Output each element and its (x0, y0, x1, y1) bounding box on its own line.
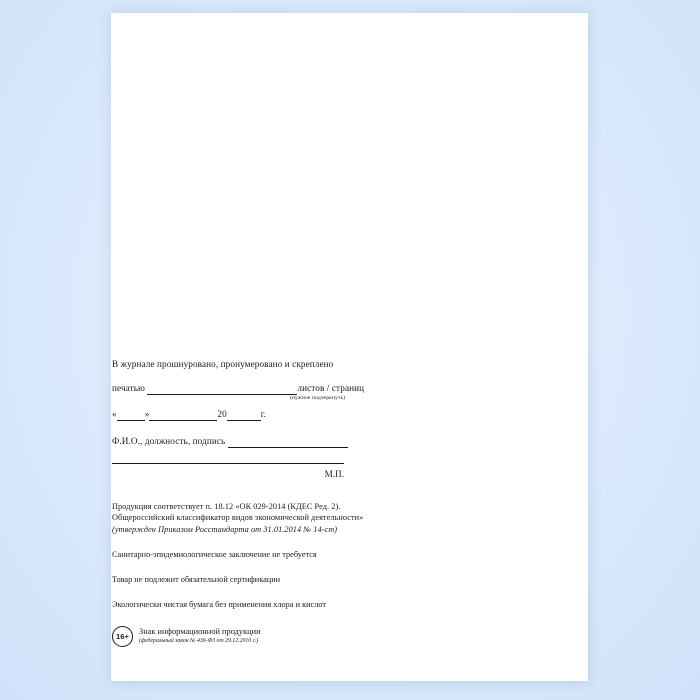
certification-line-2 (112, 382, 452, 401)
certification-line-5 (112, 451, 452, 464)
signatory-blank-2[interactable] (112, 454, 344, 464)
date-year-prefix: 20 (217, 409, 227, 419)
date-day-blank[interactable] (117, 411, 145, 421)
seal-label: печатью (112, 383, 145, 393)
age-mark-subtitle: (федеральный закон № 436-ФЗ от 29.12.2010 г.) (139, 638, 259, 645)
sanitary-note: Санитарно-эпидемиологическое заключение не требуется (112, 550, 317, 560)
sheets-label: листов / страниц (297, 383, 365, 393)
date-quote-close: » (144, 409, 150, 419)
eco-paper-note: Экологически чистая бумага без применения хлора и кислот (112, 600, 327, 610)
certification-line-1: В журнале прошнуровано, пронумеровано и скреплено (112, 359, 334, 369)
certification-note: Товар не подлежит обязательной сертификации (112, 575, 281, 585)
date-suffix: г. (260, 409, 267, 419)
sheets-count-blank[interactable] (147, 385, 297, 395)
age-badge-16plus: 16+ (112, 626, 133, 647)
date-quote-open: « (112, 409, 117, 419)
compliance-line-2: Общероссийский классификатор видов экономической деятельности» (112, 513, 364, 523)
signatory-label: Ф.И.О., должность, подпись (112, 436, 226, 446)
document-text-body (112, 358, 452, 647)
seal-place-mark: М.П. (324, 469, 344, 479)
compliance-line-3: (утвержден Приказом Росстандарта от 31.01.2014 № 14-ст) (112, 524, 338, 534)
age-mark-text (139, 627, 261, 646)
certification-date-line (112, 408, 452, 421)
age-restriction-mark (112, 626, 452, 647)
signatory-blank-1[interactable] (228, 438, 348, 448)
date-year-blank[interactable] (227, 411, 261, 421)
compliance-paragraph (112, 501, 452, 535)
underline-hint: (нужное подчеркнуть) (290, 395, 346, 401)
age-mark-title: Знак информационной продукции (139, 627, 261, 637)
date-month-blank[interactable] (149, 411, 217, 421)
certification-line-4 (112, 435, 452, 448)
compliance-line-1: Продукция соответствует п. 18.12 «ОК 029-2014 (КДЕС Ред. 2). (112, 502, 341, 511)
